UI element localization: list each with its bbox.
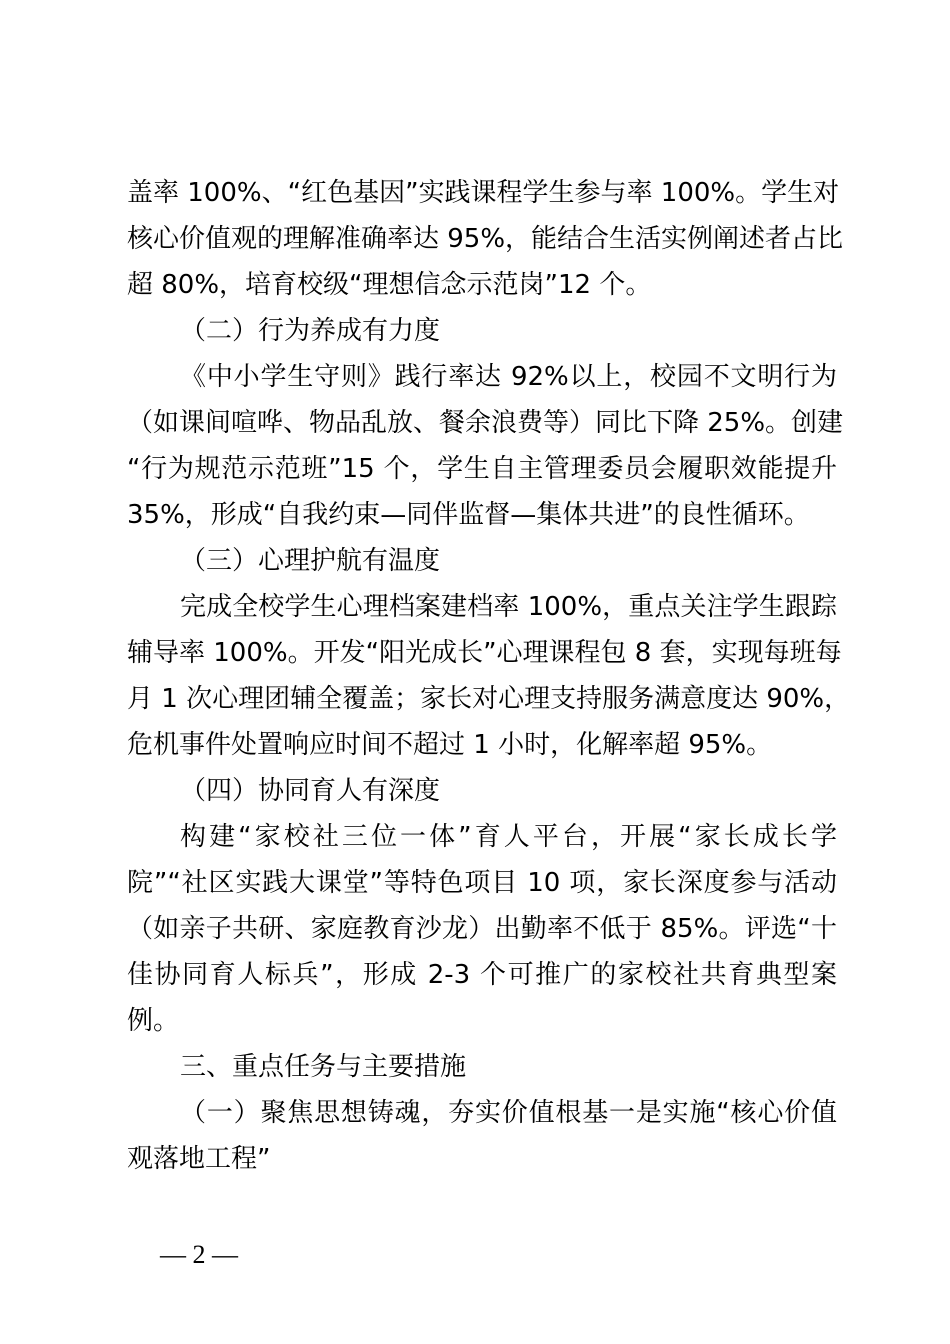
body-line-7: “行为规范示范班”15 个，学生自主管理委员会履职效能提升 <box>127 454 837 484</box>
body-line-17: （如亲子共研、家庭教育沙龙）出勤率不低于 85%。评选“十 <box>127 914 837 944</box>
page-number: — 2 — <box>160 1240 238 1269</box>
body-line-16: 院”“社区实践大课堂”等特色项目 10 项，家长深度参与活动 <box>127 868 837 898</box>
body-line-11: 辅导率 100%。开发“阳光成长”心理课程包 8 套，实现每班每 <box>127 638 842 668</box>
body-line-15: 构建“家校社三位一体”育人平台，开展“家长成长学 <box>180 822 837 852</box>
body-line-1: 盖率 100%、“红色基因”实践课程学生参与率 100%。学生对 <box>127 178 840 208</box>
body-line-6: （如课间喧哗、物品乱放、餐余浪费等）同比下降 25%。创建 <box>127 408 844 438</box>
body-line-12: 月 1 次心理团辅全覆盖；家长对心理支持服务满意度达 90%， <box>127 684 851 714</box>
section-heading-3: （三）心理护航有温度 <box>180 546 441 576</box>
body-line-5: 《中小学生守则》践行率达 92%以上，校园不文明行为 <box>180 362 837 392</box>
body-line-21: （一）聚焦思想铸魂，夯实价值根基一是实施“核心价值 <box>180 1098 837 1128</box>
body-line-22: 观落地工程” <box>127 1144 271 1174</box>
body-line-19: 例。 <box>127 1006 180 1036</box>
section-heading-4: （四）协同育人有深度 <box>180 776 441 806</box>
body-line-8: 35%，形成“自我约束—同伴监督—集体共进”的良性循环。 <box>127 500 810 530</box>
body-line-2: 核心价值观的理解准确率达 95%，能结合生活实例阐述者占比 <box>127 224 844 254</box>
body-line-18: 佳协同育人标兵”，形成 2-3 个可推广的家校社共育典型案 <box>127 960 837 990</box>
body-line-10: 完成全校学生心理档案建档率 100%，重点关注学生跟踪 <box>180 592 837 622</box>
body-line-3: 超 80%，培育校级“理想信念示范岗”12 个。 <box>127 270 652 300</box>
chapter-heading-3: 三、重点任务与主要措施 <box>180 1052 467 1082</box>
body-line-13: 危机事件处置响应时间不超过 1 小时，化解率超 95%。 <box>127 730 773 760</box>
section-heading-2: （二）行为养成有力度 <box>180 316 441 346</box>
